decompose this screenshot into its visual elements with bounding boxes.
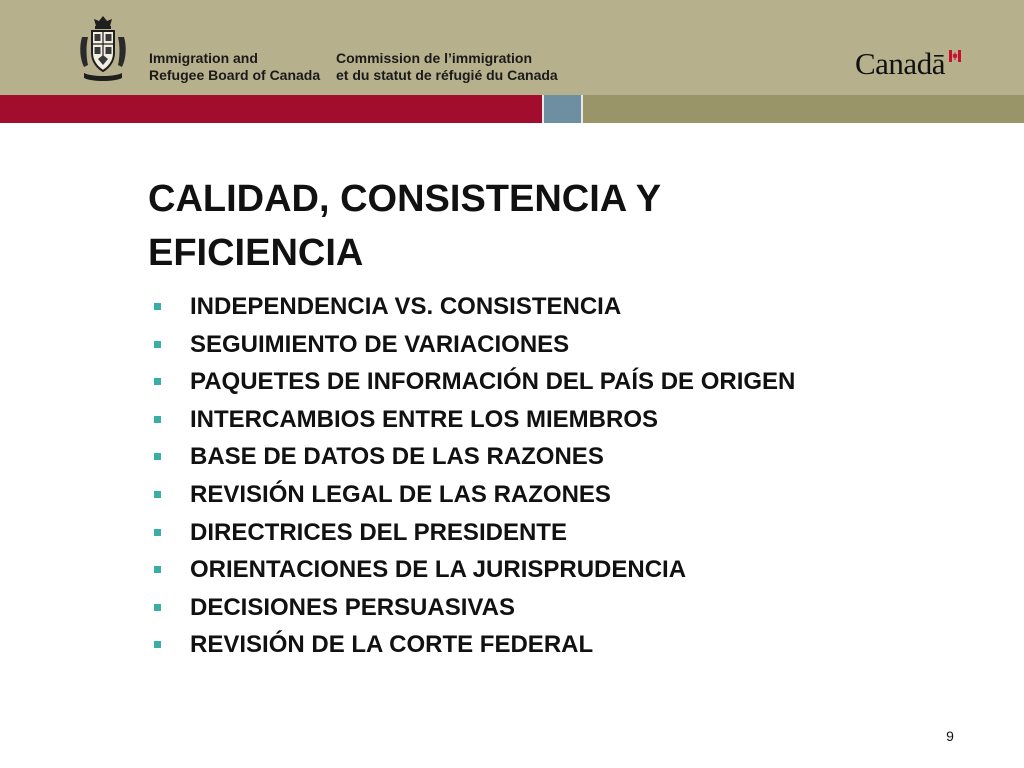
list-item [148, 476, 948, 514]
list-item [148, 589, 948, 627]
list-item [148, 626, 948, 664]
canada-wordmark-text: Canadā [855, 46, 945, 81]
list-item-text: PAQUETES DE INFORMACIÓN DEL PAÍS DE ORIGEN [190, 368, 796, 396]
page-number: 9 [946, 728, 954, 744]
bullet-list [148, 288, 948, 664]
square-bullet-icon [154, 341, 161, 348]
list-item-text: ORIENTACIONES DE LA JURISPRUDENCIA [190, 556, 687, 584]
color-band-blue [542, 95, 583, 123]
square-bullet-icon [154, 566, 161, 573]
list-item [148, 438, 948, 476]
color-band-olive [583, 95, 1024, 123]
square-bullet-icon [154, 303, 161, 310]
list-item [148, 551, 948, 589]
header-banner [0, 0, 1024, 95]
list-item-text: DIRECTRICES DEL PRESIDENTE [190, 518, 567, 546]
coat-of-arms-icon [78, 15, 128, 85]
list-item-text: INTERCAMBIOS ENTRE LOS MIEMBROS [190, 405, 659, 433]
list-item [148, 401, 948, 439]
department-name-english [149, 50, 329, 84]
square-bullet-icon [154, 378, 161, 385]
square-bullet-icon [154, 491, 161, 498]
department-name-english-line: Immigration and [149, 50, 258, 66]
list-item [148, 514, 948, 552]
square-bullet-icon [154, 641, 161, 648]
list-item-text: DECISIONES PERSUASIVAS [190, 593, 515, 621]
department-name-french-line: Commission de l’immigration [336, 50, 533, 66]
slide-title-line: EFICIENCIA [148, 232, 364, 274]
slide-title-line: CALIDAD, CONSISTENCIA Y [148, 178, 662, 220]
canada-flag-icon [949, 50, 961, 62]
list-item [148, 326, 948, 364]
canada-wordmark [855, 46, 967, 82]
department-name-french [336, 50, 576, 84]
square-bullet-icon [154, 604, 161, 611]
list-item [148, 288, 948, 326]
list-item-text: REVISIÓN LEGAL DE LAS RAZONES [190, 480, 611, 508]
list-item-text: SEGUIMIENTO DE VARIACIONES [190, 330, 570, 358]
list-item-text: INDEPENDENCIA VS. CONSISTENCIA [190, 293, 622, 320]
square-bullet-icon [154, 453, 161, 460]
square-bullet-icon [154, 416, 161, 423]
square-bullet-icon [154, 529, 161, 536]
department-name-french-line: et du statut de réfugié du Canada [336, 67, 558, 83]
department-name-english-line: Refugee Board of Canada [149, 67, 321, 83]
slide-title [148, 172, 868, 280]
list-item-text: BASE DE DATOS DE LAS RAZONES [190, 443, 604, 471]
list-item [148, 363, 948, 401]
color-band-red [0, 95, 542, 123]
list-item-text: REVISIÓN DE LA CORTE FEDERAL [190, 631, 594, 659]
